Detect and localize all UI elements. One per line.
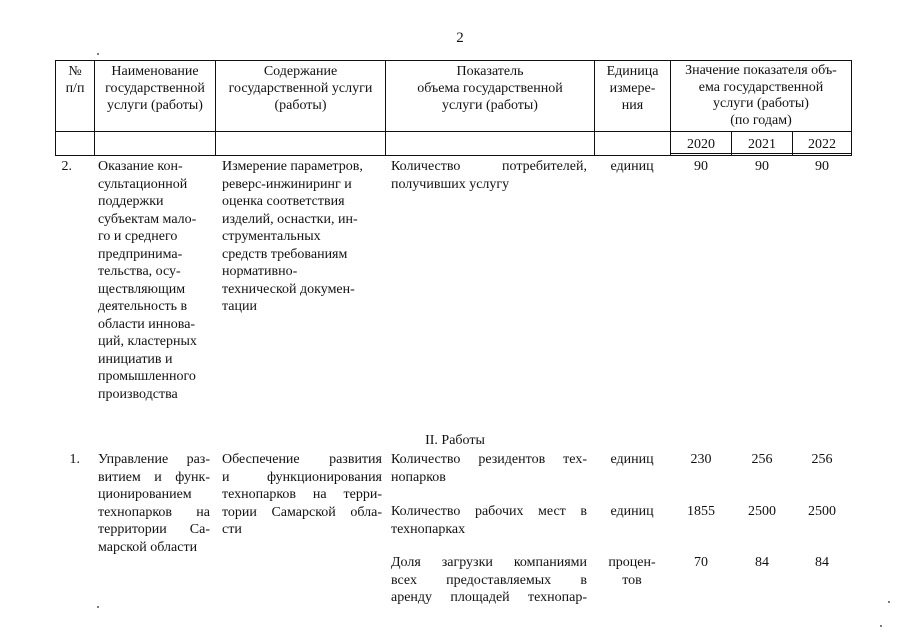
header-year-2021: 2021 bbox=[748, 137, 776, 152]
row2-service-content: Обеспечение развития и функционирования технопарков на терри- тории Самарской обла- сти bbox=[222, 452, 382, 537]
header-unit: Единица измере- ния bbox=[606, 64, 659, 113]
row2-indicator-1-value-2021: 256 bbox=[751, 452, 773, 467]
header-year-2022: 2022 bbox=[808, 137, 836, 152]
row2-indicator-1: Количество резидентов тех- нопарков bbox=[391, 452, 587, 485]
scan-speck bbox=[880, 625, 882, 627]
row1-service-content: Измерение параметров, реверс-инжиниринг и оценка соответствия изделий, оснастки, ин- струментальных средств требованиям нормативно- технической докумен- тации bbox=[222, 159, 363, 314]
row2-indicator-3-value-2021: 84 bbox=[755, 555, 769, 570]
row2-indicator-1-unit: единиц bbox=[610, 452, 654, 467]
row1-value-2021: 90 bbox=[755, 159, 769, 174]
scan-speck bbox=[97, 606, 99, 608]
row1-num: 2. bbox=[61, 159, 72, 174]
row2-indicator-2-value-2021: 2500 bbox=[748, 504, 776, 519]
row1-service-name: Оказание кон- сультационной поддержки субъектам мало- го и среднего предпринима- тельства, осу- ществляющим деятельность в области иннова- ций, кластерных инициатив и промышленного производства bbox=[98, 159, 197, 402]
scan-speck bbox=[97, 53, 99, 55]
row2-indicator-2: Количество рабочих мест в технопарках bbox=[391, 504, 587, 537]
header-service-content: Содержание государственной услуги (работы) bbox=[228, 64, 373, 113]
row2-service-name: Управление раз- витием и функ- ционированием технопарков на территории Са- марской области bbox=[98, 452, 210, 555]
row2-indicator-3: Доля загрузки компаниями всех предоставляемых в аренду площадей технопар- bbox=[391, 555, 587, 605]
row1-value-2020: 90 bbox=[694, 159, 708, 174]
row2-num: 1. bbox=[69, 452, 80, 467]
row1-indicator: Количество потребителей, получивших услугу bbox=[391, 159, 587, 192]
scan-speck bbox=[888, 601, 890, 603]
row2-indicator-3-value-2022: 84 bbox=[815, 555, 829, 570]
row2-indicator-1-value-2022: 256 bbox=[811, 452, 833, 467]
row2-indicator-1-value-2020: 230 bbox=[690, 452, 712, 467]
section-title: II. Работы bbox=[425, 433, 485, 448]
row2-indicator-3-unit: процен- тов bbox=[608, 555, 656, 588]
row2-indicator-3-value-2020: 70 bbox=[694, 555, 708, 570]
header-year-2020: 2020 bbox=[687, 137, 715, 152]
row1-value-2022: 90 bbox=[815, 159, 829, 174]
header-value: Значение показателя объ- ема государственной услуги (работы) (по годам) bbox=[685, 63, 837, 128]
header-service-name: Наименование государственной услуги (работы) bbox=[105, 64, 205, 113]
row2-indicator-2-value-2020: 1855 bbox=[687, 504, 715, 519]
row1-unit: единиц bbox=[610, 159, 654, 174]
row2-indicator-2-value-2022: 2500 bbox=[808, 504, 836, 519]
header-indicator: Показатель объема государственной услуги (работы) bbox=[417, 64, 563, 113]
header-num: № п/п bbox=[65, 64, 85, 96]
page-number: 2 bbox=[456, 30, 464, 46]
row2-indicator-2-unit: единиц bbox=[610, 504, 654, 519]
